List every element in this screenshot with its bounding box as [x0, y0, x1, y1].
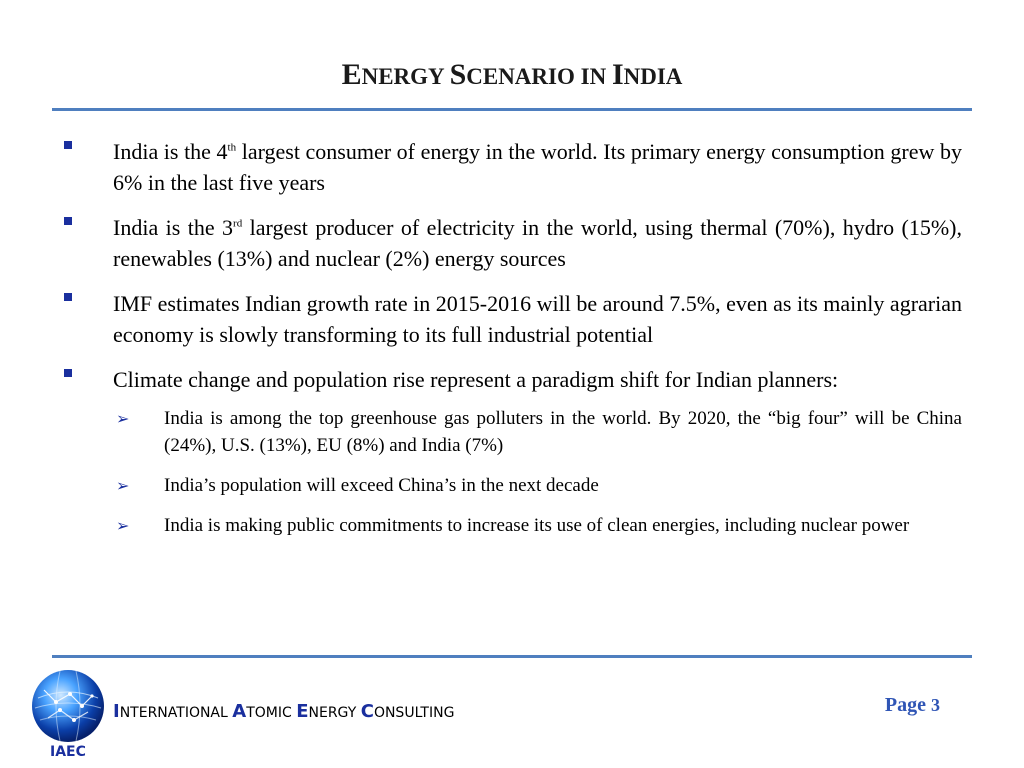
logo-abbreviation: IAEC: [50, 744, 86, 760]
sub-bullet-greenhouse: ➢ India is among the top greenhouse gas polluters in the world. By 2020, the “big four” will be China (24%), U.S. (13%), EU (8%) and India (7%): [60, 405, 962, 459]
footer-divider: [52, 655, 972, 658]
title-divider: [52, 108, 972, 111]
arrowhead-bullet-icon: ➢: [116, 476, 130, 495]
arrowhead-bullet-icon: ➢: [116, 516, 130, 535]
bullet-item-consumer: India is the 4th largest consumer of energy in the world. Its primary energy consumption grew by 6% in the last five years: [60, 136, 962, 198]
square-bullet-icon: [64, 293, 72, 301]
bullet-item-imf: IMF estimates Indian growth rate in 2015-2016 will be around 7.5%, even as its mainly agrarian economy is slowly transforming to its full industrial potential: [60, 288, 962, 350]
bullet-item-climate: Climate change and population rise represent a paradigm shift for Indian planners:: [60, 364, 962, 395]
sub-bullet-population: ➢ India’s population will exceed China’s in the next decade: [60, 472, 962, 499]
company-name: INTERNATIONAL ATOMIC ENERGY CONSULTING: [113, 701, 455, 722]
globe-logo-icon: [30, 668, 106, 744]
page-number: Page 3: [884, 694, 940, 716]
bullet-item-producer: India is the 3rd largest producer of electricity in the world, using thermal (70%), hydro (15%), renewables (13%) and nuclear (2%) energy sources: [60, 212, 962, 274]
square-bullet-icon: [64, 369, 72, 377]
arrowhead-bullet-icon: ➢: [116, 409, 130, 428]
sub-bullet-clean-energy: ➢ India is making public commitments to increase its use of clean energies, including nuclear power: [60, 512, 962, 539]
slide-title: ENERGY SCENARIO IN INDIA: [341, 58, 683, 91]
square-bullet-icon: [64, 217, 72, 225]
bullet-list: [60, 136, 962, 552]
square-bullet-icon: [64, 141, 72, 149]
